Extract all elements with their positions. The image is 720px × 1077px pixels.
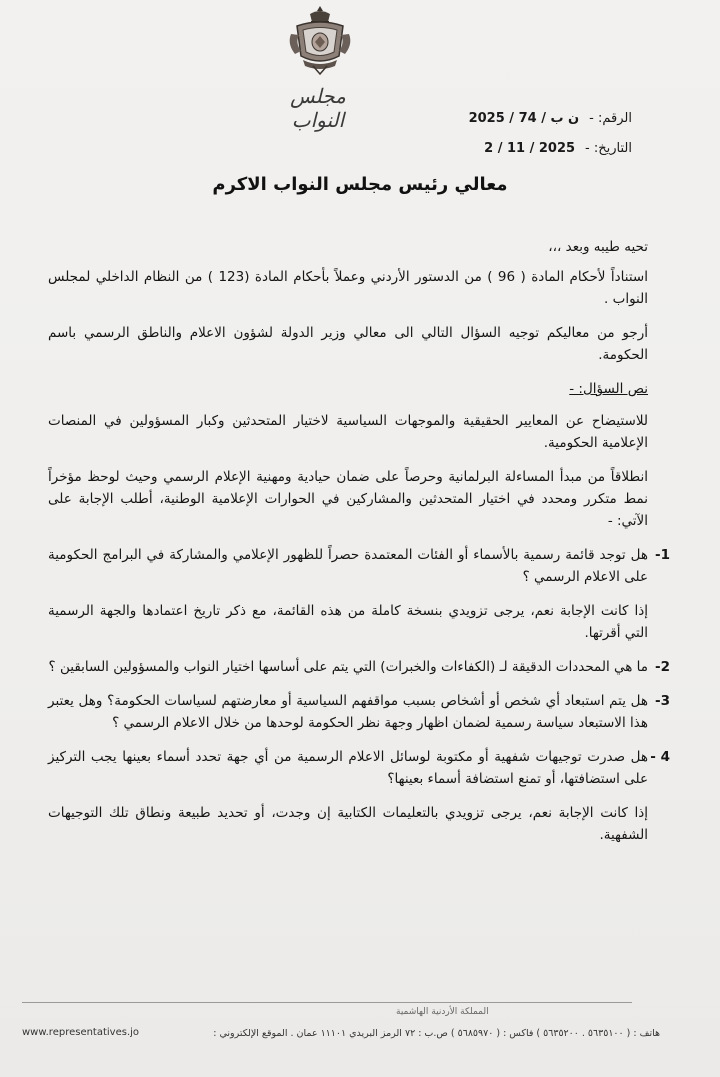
question-title: نص السؤال: - [569, 381, 648, 397]
question-4-followup: إذا كانت الإجابة نعم، يرجى تزويدي بالتعليمات الكتابية إن وجدت، أو تحديد طبيعة ونطاق تلك التوجيهات الشفهية. [48, 805, 648, 843]
footer-website: www.representatives.jo [22, 1027, 140, 1038]
reference-number [469, 111, 632, 126]
paragraph-context: انطلاقاً من مبدأ المساءلة البرلمانية وحرصاً على ضمان حيادية ومهنية الإعلام الرسمي وحيث لوحظ مؤخراً نمط متكرر ومحدد في اختيار المتحدثين والمشاركين في الحوارات الإعلامية الوطنية، أطلب الإجابة على الآتي: - [48, 469, 648, 529]
reference-label: الرقم: - [589, 111, 632, 126]
question-3-text: هل يتم استبعاد أي شخص أو أشخاص بسبب مواقفهم السياسية أو معارضتهم لسياسات الحكومة؟ وهل يعتبر هذا الاستبعاد سياسة رسمية لضمان اظهار وجهة نظر الحكومة لوحدها من خلال الاعلام الرسمي ؟ [48, 693, 648, 731]
question-4-number: - 4 [650, 749, 670, 765]
question-1 [48, 544, 670, 588]
question-1-followup: إذا كانت الإجابة نعم، يرجى تزويدي بنسخة كاملة من هذه القائمة، مع ذكر تاريخ اعتمادها والجهة الرسمية التي أقرتها. [48, 603, 648, 641]
date-value: 2 / 11 / 2025 [484, 141, 576, 156]
greeting: تحيه طيبه وبعد ،،، [548, 239, 648, 255]
footer-divider [22, 1002, 632, 1003]
question-4-text: هل صدرت توجيهات شفهية أو مكتوبة لوسائل الاعلام الرسمية من أي جهة تحدد أسماء بعينها يجب التركيز على استضافتها، أو تمنع استضافة أسماء بعينها؟ [48, 749, 648, 787]
footer-stamp: المملكة الأردنية الهاشمية [396, 1007, 489, 1017]
paragraph-legal-basis: استناداً لأحكام المادة ( 96 ) من الدستور الأردني وعملاً بأحكام المادة (123 ) من النظام الداخلي لمجلس النواب . [48, 269, 648, 307]
letter-body [48, 236, 670, 858]
footer-contact-info: هاتف : ( ٥٦٣٥١٠٠ . ٥٦٣٥٢٠٠ ) فاكس : ( ٥٦٨٥٩٧٠ ) ص.ب : ٧٢ الرمز البريدي ١١١٠١ عمان . الموقع الإلكتروني : [213, 1028, 660, 1039]
question-1-number: -1 [655, 547, 670, 563]
date-label: التاريخ: - [585, 141, 632, 156]
question-4 [48, 746, 670, 790]
coat-of-arms-icon [283, 4, 357, 76]
question-2-text: ما هي المحددات الدقيقة لـ (الكفاءات والخبرات) التي يتم على أساسها اختيار النواب والمسؤولين السابقين ؟ [48, 659, 648, 675]
document-date [484, 141, 632, 156]
paragraph-subject: للاستيضاح عن المعايير الحقيقية والموجهات السياسية لاختيار المتحدثين وكبار المسؤولين في المنصات الإعلامية الحكومية. [48, 413, 648, 451]
question-3 [48, 690, 670, 734]
question-2 [48, 656, 670, 678]
addressee-heading: معالي رئيس مجلس النواب الاكرم [212, 174, 508, 195]
paragraph-request: أرجو من معاليكم توجيه السؤال التالي الى معالي وزير الدولة لشؤون الاعلام والناطق الرسمي باسم الحكومة. [48, 325, 648, 363]
question-3-number: -3 [655, 693, 670, 709]
council-name-logo: مجلس النواب [290, 84, 346, 132]
reference-value: ن ب / 74 / 2025 [468, 111, 580, 126]
question-1-text: هل توجد قائمة رسمية بالأسماء أو الفئات المعتمدة حصراً للظهور الإعلامي والمشاركة في البرامج الحكومية على الاعلام الرسمي ؟ [48, 547, 648, 585]
question-2-number: -2 [655, 659, 670, 675]
